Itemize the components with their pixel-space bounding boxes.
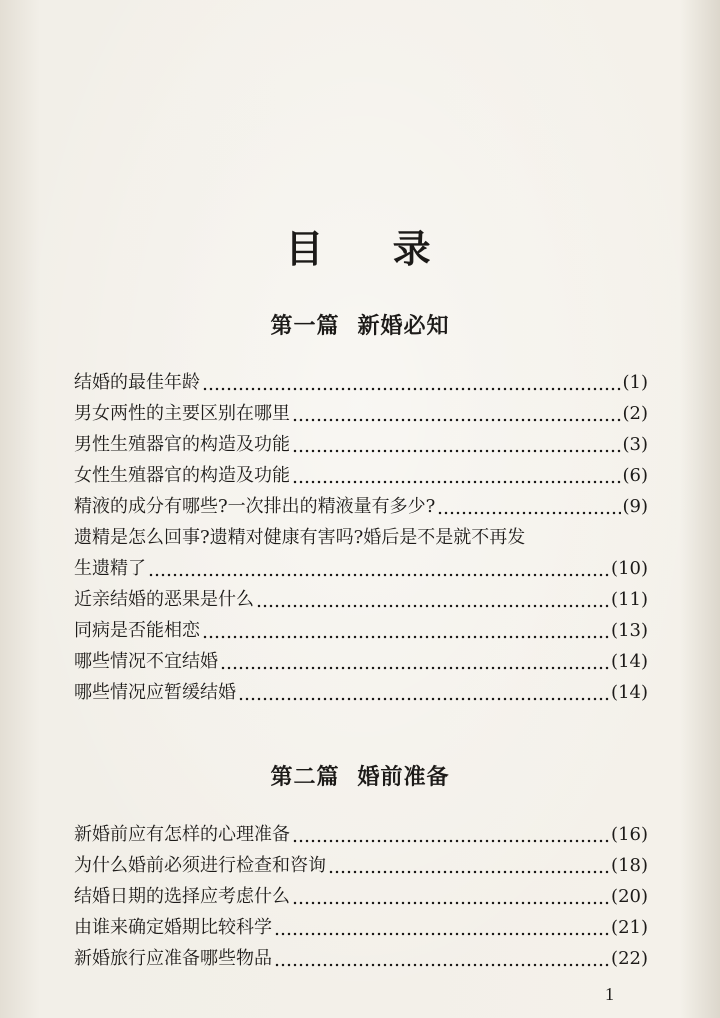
toc-entry xyxy=(74,913,648,944)
toc-entry-page: (6) xyxy=(622,465,648,486)
leader-dots xyxy=(202,635,609,639)
toc-list-part-1 xyxy=(74,368,648,709)
toc-list-part-2 xyxy=(74,820,648,975)
toc-entry-page: (13) xyxy=(611,620,648,641)
toc-entry-page: (20) xyxy=(611,886,648,907)
toc-entry-title: 遗精是怎么回事?遗精对健康有害吗?婚后是不是就不再发 xyxy=(74,527,526,548)
toc-entry-page: (11) xyxy=(611,589,648,610)
leader-dots xyxy=(292,449,621,453)
toc-entry-title: 新婚前应有怎样的心理准备 xyxy=(74,824,290,845)
toc-entry-title: 结婚日期的选择应考虑什么 xyxy=(74,886,290,907)
leader-dots xyxy=(274,932,609,936)
leader-dots xyxy=(274,963,609,967)
page-number: 1 xyxy=(605,984,614,1004)
leader-dots xyxy=(202,387,621,391)
toc-entry xyxy=(74,944,648,975)
toc-entry-title: 结婚的最佳年龄 xyxy=(74,372,200,393)
toc-entry-page: (3) xyxy=(622,434,648,455)
leader-dots xyxy=(292,480,621,484)
toc-entry-title: 哪些情况应暂缓结婚 xyxy=(74,682,236,703)
toc-entry-title: 新婚旅行应准备哪些物品 xyxy=(74,948,272,969)
part-name: 婚前准备 xyxy=(357,765,450,790)
toc-entry xyxy=(74,368,648,399)
leader-dots xyxy=(437,511,620,515)
toc-entry xyxy=(74,851,648,882)
leader-dots xyxy=(292,418,621,422)
toc-entry-page: (14) xyxy=(611,682,648,703)
toc-entry-title: 同病是否能相恋 xyxy=(74,620,200,641)
toc-entry-title: 近亲结婚的恶果是什么 xyxy=(74,589,254,610)
leader-dots xyxy=(238,697,609,701)
toc-entry-title: 精液的成分有哪些?一次排出的精液量有多少? xyxy=(74,496,436,517)
leader-dots xyxy=(148,573,609,577)
toc-entry xyxy=(74,461,648,492)
part-heading-2 xyxy=(0,760,720,791)
toc-entry-page: (2) xyxy=(622,403,648,424)
toc-entry xyxy=(74,616,648,647)
toc-entry xyxy=(74,399,648,430)
part-heading-1 xyxy=(0,309,720,340)
toc-entry-title-continued: 生遗精了 xyxy=(74,558,146,579)
page-title: 目 录 xyxy=(285,226,459,271)
toc-entry-title: 男女两性的主要区别在哪里 xyxy=(74,403,290,424)
toc-entry-page: (22) xyxy=(611,948,648,969)
toc-entry-title: 为什么婚前必须进行检查和咨询 xyxy=(74,855,326,876)
toc-entry-page: (10) xyxy=(611,558,648,579)
toc-entry-page: (1) xyxy=(622,372,648,393)
toc-entry xyxy=(74,820,648,851)
part-number: 第二篇 xyxy=(270,765,340,790)
leader-dots xyxy=(292,901,609,905)
toc-entry-page: (16) xyxy=(611,824,648,845)
toc-entry-title: 哪些情况不宜结婚 xyxy=(74,651,218,672)
toc-entry-page: (18) xyxy=(611,855,648,876)
part-name: 新婚必知 xyxy=(357,314,450,339)
toc-entry-page: (21) xyxy=(611,917,648,938)
leader-dots xyxy=(220,666,609,670)
toc-entry-title: 由谁来确定婚期比较科学 xyxy=(74,917,272,938)
toc-entry-title: 女性生殖器官的构造及功能 xyxy=(74,465,290,486)
toc-entry xyxy=(74,647,648,678)
toc-entry xyxy=(74,678,648,709)
leader-dots xyxy=(256,604,609,608)
toc-entry xyxy=(74,882,648,913)
toc-entry-title: 男性生殖器官的构造及功能 xyxy=(74,434,290,455)
toc-entry-page: (9) xyxy=(622,496,648,517)
toc-entry-page: (14) xyxy=(611,651,648,672)
toc-entry xyxy=(74,585,648,616)
part-number: 第一篇 xyxy=(270,314,340,339)
toc-entry xyxy=(74,523,648,585)
toc-entry xyxy=(74,430,648,461)
leader-dots xyxy=(328,870,609,874)
leader-dots xyxy=(292,839,609,843)
toc-entry xyxy=(74,492,648,523)
